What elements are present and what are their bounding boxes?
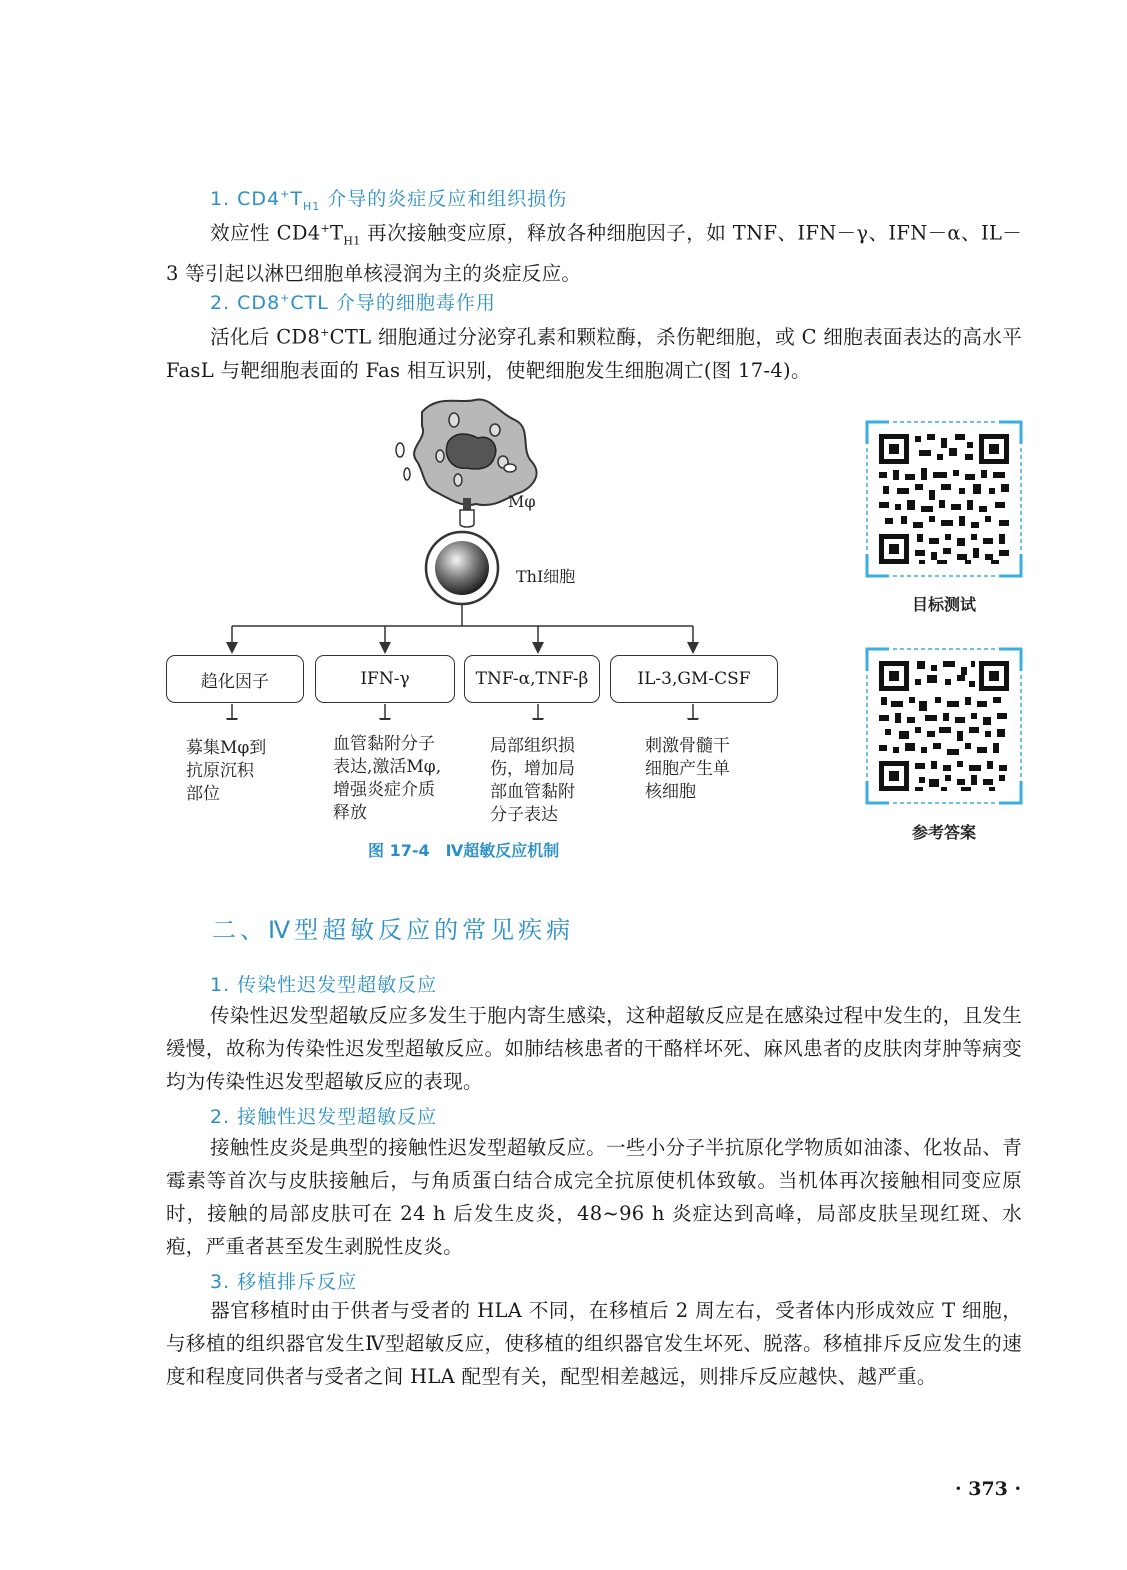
- paragraph-contact: 接触性皮炎是典型的接触性迟发型超敏反应。一些小分子半抗原化学物质如油漆、化妆品、青霉素等首次与皮肤接触后，与角质蛋白结合成完全抗原使机体致敏。当机体再次接触相同变应原时，接触的局部皮肤可在 24 h 后发生皮炎，48~96 h 炎症达到高峰，局部皮肤呈现红斑、水疱，严重者甚至发生剥脱性皮炎。: [166, 1136, 1022, 1258]
- paragraph-cd4: 效应性 $CD4^+T_{H1}$ 再次接触变应原，释放各种细胞因子，如 TNF、IFN－γ、IFN－α、IL－3 等引起以淋巴细胞单核浸润为主的炎症反应。: [166, 221, 1023, 286]
- subheading-cd4: 1. $CD4^+T_{H1}$ 介导的炎症反应和组织损伤: [210, 187, 568, 213]
- box-tnf: TNF-α,TNF-β: [464, 655, 600, 703]
- qr-label-reference-answer: 参考答案: [911, 823, 976, 842]
- th1-cell: [426, 532, 498, 604]
- desc-ifn: 血管黏附分子 表达,激活Mφ, 增强炎症介质 释放: [333, 734, 442, 823]
- section-title: 二、Ⅳ型超敏反应的常见疾病: [212, 916, 575, 944]
- box-ifn-gamma: IFN-γ: [315, 655, 455, 703]
- subheading-cd8: 2. CD8+CTL 介导的细胞毒作用: [210, 291, 496, 314]
- subheading-infectious: 1. 传染性迟发型超敏反应: [210, 974, 438, 996]
- qr-code-target-test[interactable]: [865, 420, 1023, 578]
- figure-caption: 图 17-4 Ⅳ超敏反应机制: [368, 841, 560, 860]
- page-number: · 373 ·: [955, 1478, 1022, 1500]
- paragraph-transplant: 器官移植时由于供者与受者的 HLA 不同，在移植后 2 周左右，受者体内形成效应 T 细胞，与移植的组织器官发生Ⅳ型超敏反应，使移植的组织器官发生坏死、脱落。移植排斥反应发生的速度和程度同供者与受者之间 HLA 配型有关，配型相差越远，则排斥反应越快、越严重。: [166, 1299, 1022, 1388]
- subheading-contact: 2. 接触性迟发型超敏反应: [210, 1106, 438, 1128]
- subheading-transplant: 3. 移植排斥反应: [210, 1271, 358, 1293]
- box-il3-gmcsf: IL-3,GM-CSF: [610, 655, 778, 703]
- paragraph-infectious: 传染性迟发型超敏反应多发生于胞内寄生感染，这种超敏反应是在感染过程中发生的，且发生缓慢，故称为传染性迟发型超敏反应。如肺结核患者的干酪样坏死、麻风患者的皮肤肉芽肿等病变均为传染性迟发型超敏反应的表现。: [166, 1004, 1022, 1093]
- mphi-label: Mφ: [508, 492, 536, 511]
- desc-tnf: 局部组织损 伤，增加局 部血管黏附 分子表达: [490, 736, 575, 825]
- box-chemotactic-factor: 趋化因子: [166, 655, 304, 703]
- qr-code-reference-answer[interactable]: [865, 647, 1023, 805]
- desc-il3: 刺激骨髓干 细胞产生单 核细胞: [645, 736, 730, 802]
- qr-label-target-test: 目标测试: [911, 595, 976, 614]
- paragraph-cd8: 活化后 CD8+CTL 细胞通过分泌穿孔素和颗粒酶，杀伤靶细胞，或 C 细胞表面表达的高水平 FasL 与靶细胞表面的 Fas 相互识别，使靶细胞发生细胞凋亡(图 17-4)。: [166, 325, 1022, 382]
- th1-label: ThI细胞: [516, 567, 576, 586]
- desc-chemotactic: 募集Mφ到 抗原沉积 部位: [186, 738, 267, 804]
